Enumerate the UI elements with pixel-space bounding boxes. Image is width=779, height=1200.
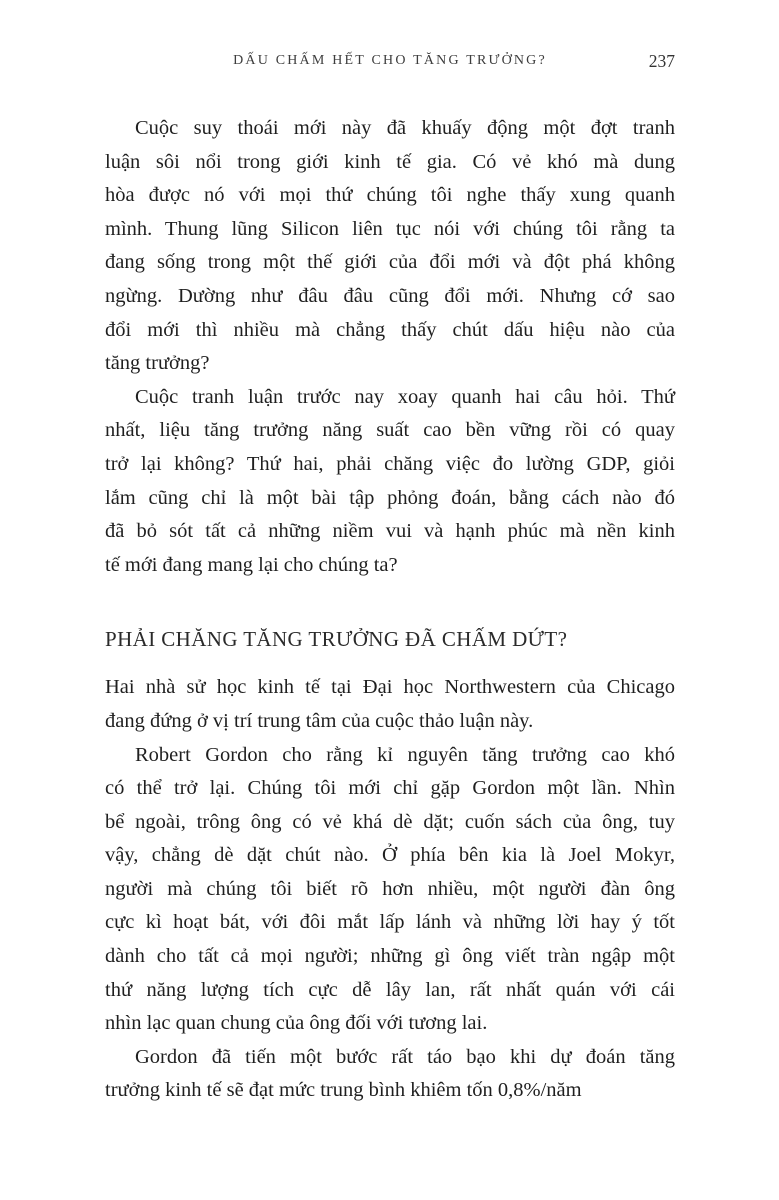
text-line: đổi mới thì nhiều mà chẳng thấy chút dấu hiệu nào của [105, 318, 675, 341]
text-line: Cuộc tranh luận trước nay xoay quanh hai câu hỏi. Thứ [135, 385, 675, 408]
paragraph [105, 381, 675, 583]
text-line: bể ngoài, trông ông có vẻ khá dè dặt; cuốn sách của ông, tuy [105, 810, 675, 833]
text-line: tế mới đang mang lại cho chúng ta? [105, 553, 398, 576]
text-line: Gordon đã tiến một bước rất táo bạo khi dự đoán tăng [135, 1045, 675, 1068]
text-line: dành cho tất cả mọi người; những gì ông viết tràn ngập một [105, 945, 675, 968]
text-line: đã bỏ sót tất cả những niềm vui và hạnh phúc mà nền kinh [105, 520, 675, 543]
text-line: nhất, liệu tăng trưởng năng suất cao bền vững rồi có quay [105, 419, 675, 442]
paragraph [105, 671, 675, 738]
text-line: ngừng. Dường như đâu đâu cũng đổi mới. Nhưng cớ sao [105, 284, 675, 307]
page-number: 237 [648, 51, 675, 71]
text-line: có thể trở lại. Chúng tôi mới chỉ gặp Gordon một lần. Nhìn [105, 777, 675, 800]
running-title: DẤU CHẤM HẾT CHO TĂNG TRƯỞNG? [233, 53, 547, 68]
text-line: luận sôi nổi trong giới kinh tế gia. Có vẻ khó mà dung [105, 150, 675, 173]
text-line: vậy, chẳng dè dặt chút nào. Ở phía bên kia là Joel Mokyr, [105, 844, 675, 867]
paragraph [105, 112, 675, 381]
text-line: thứ năng lượng tích cực dễ lây lan, rất nhất quán với cái [105, 978, 675, 1001]
text-line: người mà chúng tôi biết rõ hơn nhiều, một người đàn ông [105, 877, 675, 900]
section-heading: PHẢI CHĂNG TĂNG TRƯỞNG ĐÃ CHẤM DỨT? [105, 627, 568, 652]
text-line: hòa được nó với mọi thứ chúng tôi nghe thấy xung quanh [105, 184, 675, 207]
text-line: Hai nhà sử học kinh tế tại Đại học Northwestern của Chicago [105, 676, 675, 699]
text-line: tăng trưởng? [105, 352, 210, 375]
text-line: cực kì hoạt bát, với đôi mắt lấp lánh và những lời hay ý tốt [105, 911, 675, 934]
text-line: trưởng kinh tế sẽ đạt mức trung bình khiêm tốn 0,8%/năm [105, 1079, 582, 1102]
text-line: đang đứng ở vị trí trung tâm của cuộc thảo luận này. [105, 709, 534, 732]
page-header [105, 50, 675, 72]
text-line: nhìn lạc quan chung của ông đối với tương lai. [105, 1012, 488, 1035]
paragraph [105, 739, 675, 1041]
text-line: Robert Gordon cho rằng kỉ nguyên tăng trưởng cao khó [135, 743, 675, 766]
text-line: trở lại không? Thứ hai, phải chăng việc đo lường GDP, giỏi [105, 452, 675, 475]
body-text [105, 112, 675, 1108]
text-line: đang sống trong một thế giới của đổi mới và đột phá không [105, 251, 675, 274]
text-line: mình. Thung lũng Silicon liên tục nói với chúng tôi rằng ta [105, 217, 675, 240]
text-line: Cuộc suy thoái mới này đã khuấy động một đợt tranh [135, 117, 675, 139]
text-line: lắm cũng chỉ là một bài tập phỏng đoán, bằng cách nào đó [105, 486, 675, 509]
paragraph [105, 1041, 675, 1108]
